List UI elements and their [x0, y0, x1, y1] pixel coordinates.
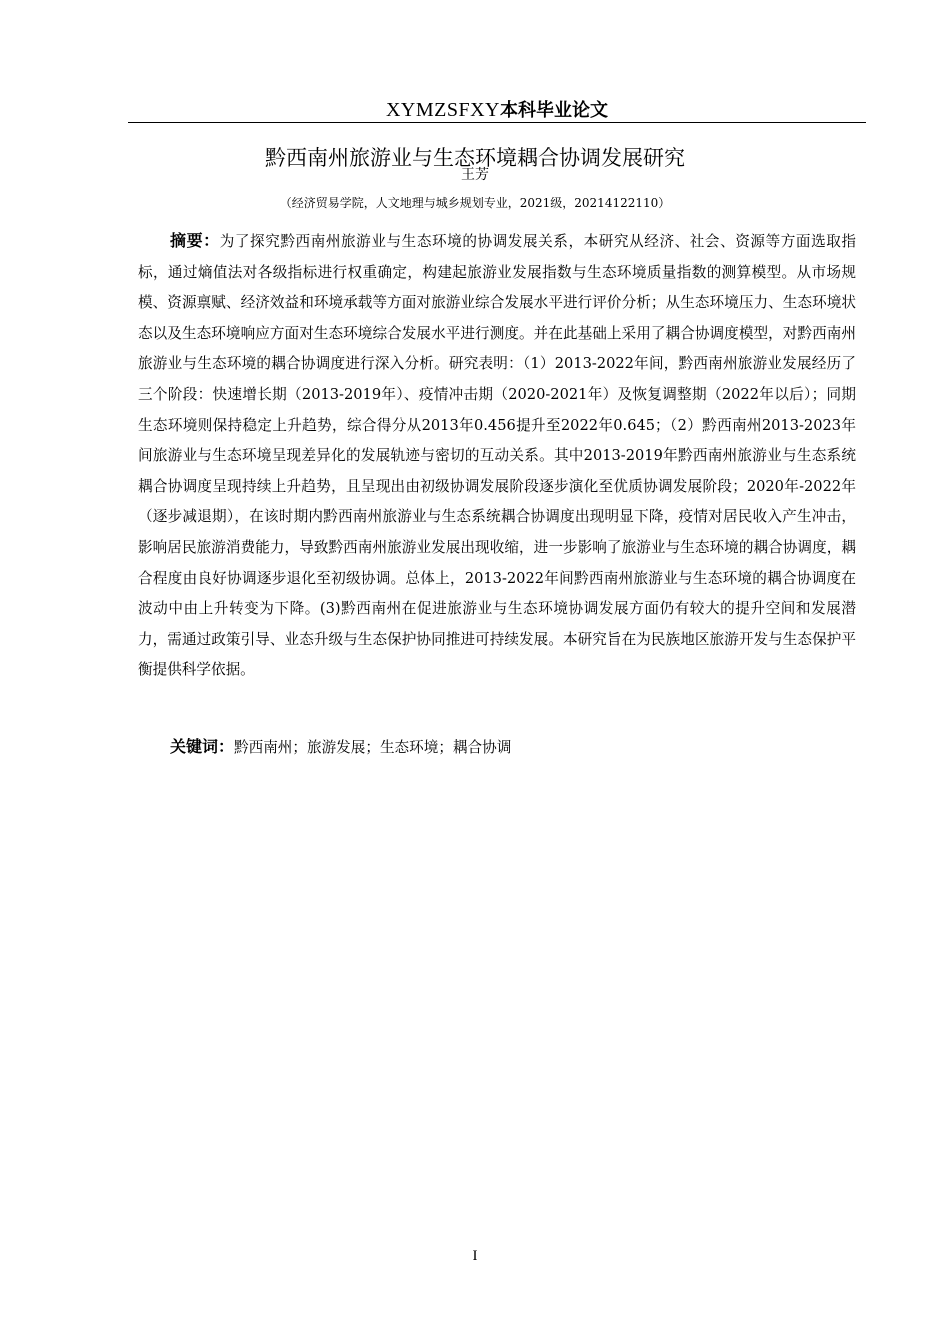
keywords-label: 关键词： [170, 737, 235, 756]
abstract-paragraph [138, 226, 856, 686]
header-code: XYMZSFXY [385, 99, 501, 121]
abstract-text: 为了探究黔西南州旅游业与生态环境的协调发展关系，本研究从经济、社会、资源等方面选取指标，通过熵值法对各级指标进行权重确定，构建起旅游业发展指数与生态环境质量指数的测算模型。从市场规模、资源禀赋、经济效益和环境承载等方面对旅游业综合发展水平进行评价分析；从生态环境压力、生态环境状态以及生态环境响应方面对生态环境综合发展水平进行测度。并在此基础上采用了耦合协调度模型，对黔西南州旅游业与生态环境的耦合协调度进行深入分析。研究表明：（1）2013-2022年间，黔西南州旅游业发展经历了三个阶段：快速增长期（2013-2019年）、疫情冲击期（2020-2021年）及恢复调整期（2022年以后）；同期生态环境则保持稳定上升趋势，综合得分从2013年0.456提升至2022年0.645；（2）黔西南州2013-2023年间旅游业与生态环境呈现差异化的发展轨迹与密切的互动关系。其中2013-2019年黔西南州旅游业与生态系统耦合协调度呈现持续上升趋势，且呈现出由初级协调发展阶段逐步演化至优质协调发展阶段；2020年-2022年（逐步减退期），在该时期内黔西南州旅游业与生态系统耦合协调度出现明显下降，疫情对居民收入产生冲击，影响居民旅游消费能力，导致黔西南州旅游业发展出现收缩，进一步影响了旅游业与生态环境的耦合协调度，耦合程度由良好协调逐步退化至初级协调。总体上，2013-2022年间黔西南州旅游业与生态环境的耦合协调度在波动中由上升转变为下降。(3)黔西南州在促进旅游业与生态环境协调发展方面仍有较大的提升空间和发展潜力，需通过政策引导、业态升级与生态保护协同推进可持续发展。本研究旨在为民族地区旅游开发与生态保护平衡提供科学依据。 [138, 233, 856, 679]
header-label: 本科毕业论文 [500, 100, 609, 121]
keywords-paragraph [138, 732, 856, 763]
abstract-label: 摘要： [170, 231, 220, 250]
paper-title: 黔西南州旅游业与生态环境耦合协调发展研究 [265, 146, 685, 171]
keywords-text: 黔西南州；旅游发展；生态环境；耦合协调 [234, 739, 512, 756]
author-name: 王芳 [461, 167, 489, 183]
page-number: I [472, 1248, 478, 1264]
author-affiliation: （经济贸易学院，人文地理与城乡规划专业，2021级，20214122110） [279, 196, 671, 210]
running-header [128, 96, 866, 123]
